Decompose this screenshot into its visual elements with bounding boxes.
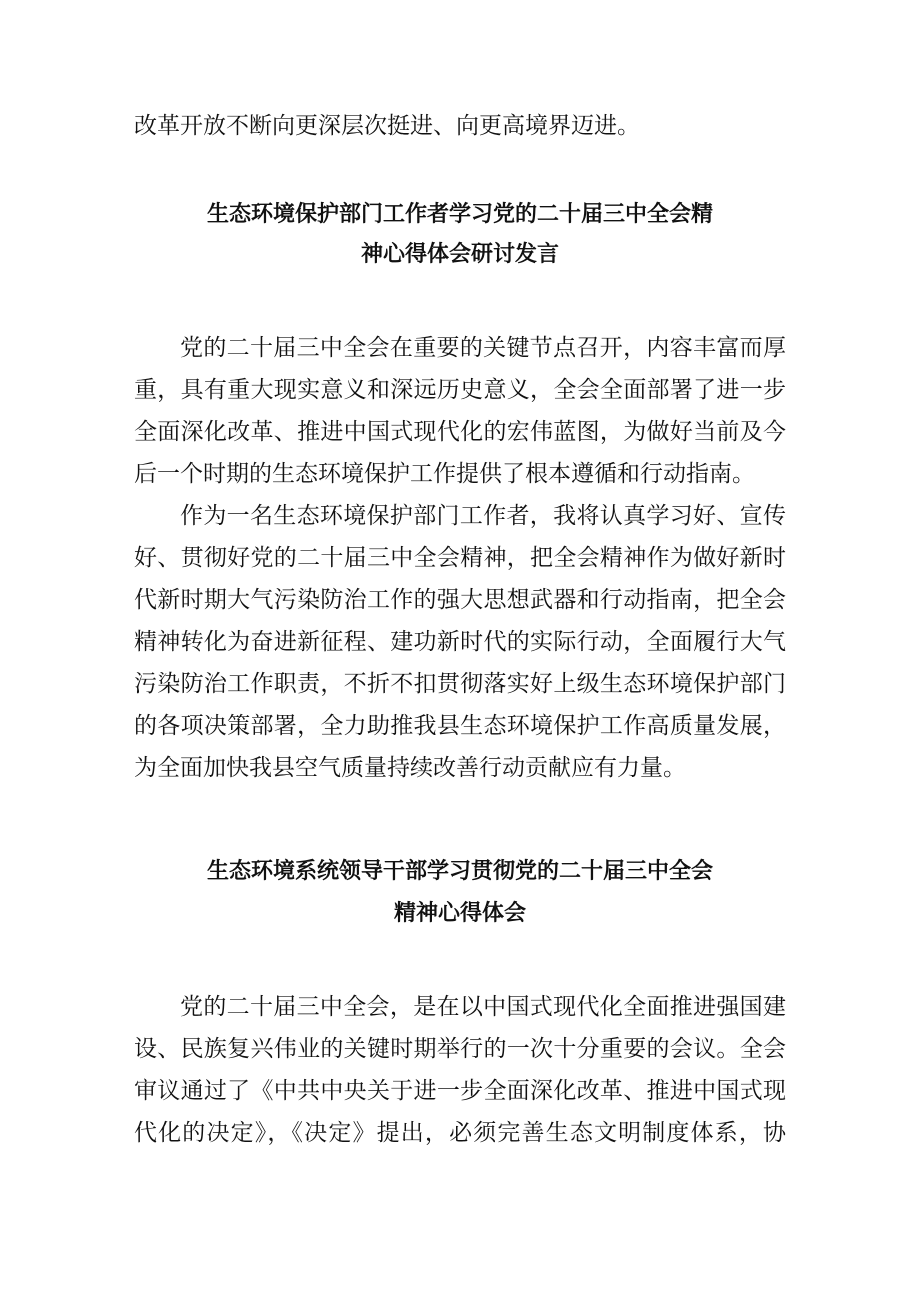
paragraph-line: 精神转化为奋进新征程、建功新时代的实际行动，全面履行大气 bbox=[134, 629, 786, 655]
paragraph-line: 审议通过了《中共中央关于进一步全面深化改革、推进中国式现 bbox=[134, 1078, 786, 1104]
paragraph-line: 的各项决策部署，全力助推我县生态环境保护工作高质量发展， bbox=[134, 713, 786, 739]
paragraph-line: 后一个时期的生态环境保护工作提供了根本遵循和行动指南。 bbox=[134, 461, 755, 487]
paragraph-line: 设、民族复兴伟业的关键时期举行的一次十分重要的会议。全会 bbox=[134, 1036, 786, 1062]
section-title: 生态环境系统领导干部学习贯彻党的二十届三中全会 bbox=[206, 859, 713, 884]
paragraph-line: 全面深化改革、推进中国式现代化的宏伟蓝图，为做好当前及今 bbox=[134, 419, 786, 445]
paragraph-line: 代新时期大气污染防治工作的强大思想武器和行动指南，把全会 bbox=[134, 587, 786, 613]
paragraph-line: 好、贯彻好党的二十届三中全会精神，把全会精神作为做好新时 bbox=[134, 545, 786, 571]
paragraph-line: 污染防治工作职责，不折不扣贯彻落实好上级生态环境保护部门 bbox=[134, 671, 786, 697]
paragraph-line: 重，具有重大现实意义和深远历史意义，全会全面部署了进一步 bbox=[134, 377, 786, 403]
paragraph-line: 为全面加快我县空气质量持续改善行动贡献应有力量。 bbox=[134, 755, 686, 781]
section-title: 精神心得体会 bbox=[393, 901, 526, 926]
paragraph-line: 党的二十届三中全会在重要的关键节点召开，内容丰富而厚 bbox=[180, 335, 786, 361]
paragraph-line: 党的二十届三中全会，是在以中国式现代化全面推进强国建 bbox=[180, 994, 786, 1020]
paragraph-line: 改革开放不断向更深层次挺进、向更高境界迈进。 bbox=[134, 113, 640, 139]
section-title: 神心得体会研讨发言 bbox=[360, 242, 559, 267]
paragraph-line: 作为一名生态环境保护部门工作者，我将认真学习好、宣传 bbox=[180, 503, 786, 529]
section-title: 生态环境保护部门工作者学习党的二十届三中全会精 bbox=[206, 202, 713, 227]
paragraph-line: 代化的决定》，《决定》提出，必须完善生态文明制度体系，协 bbox=[134, 1120, 786, 1146]
